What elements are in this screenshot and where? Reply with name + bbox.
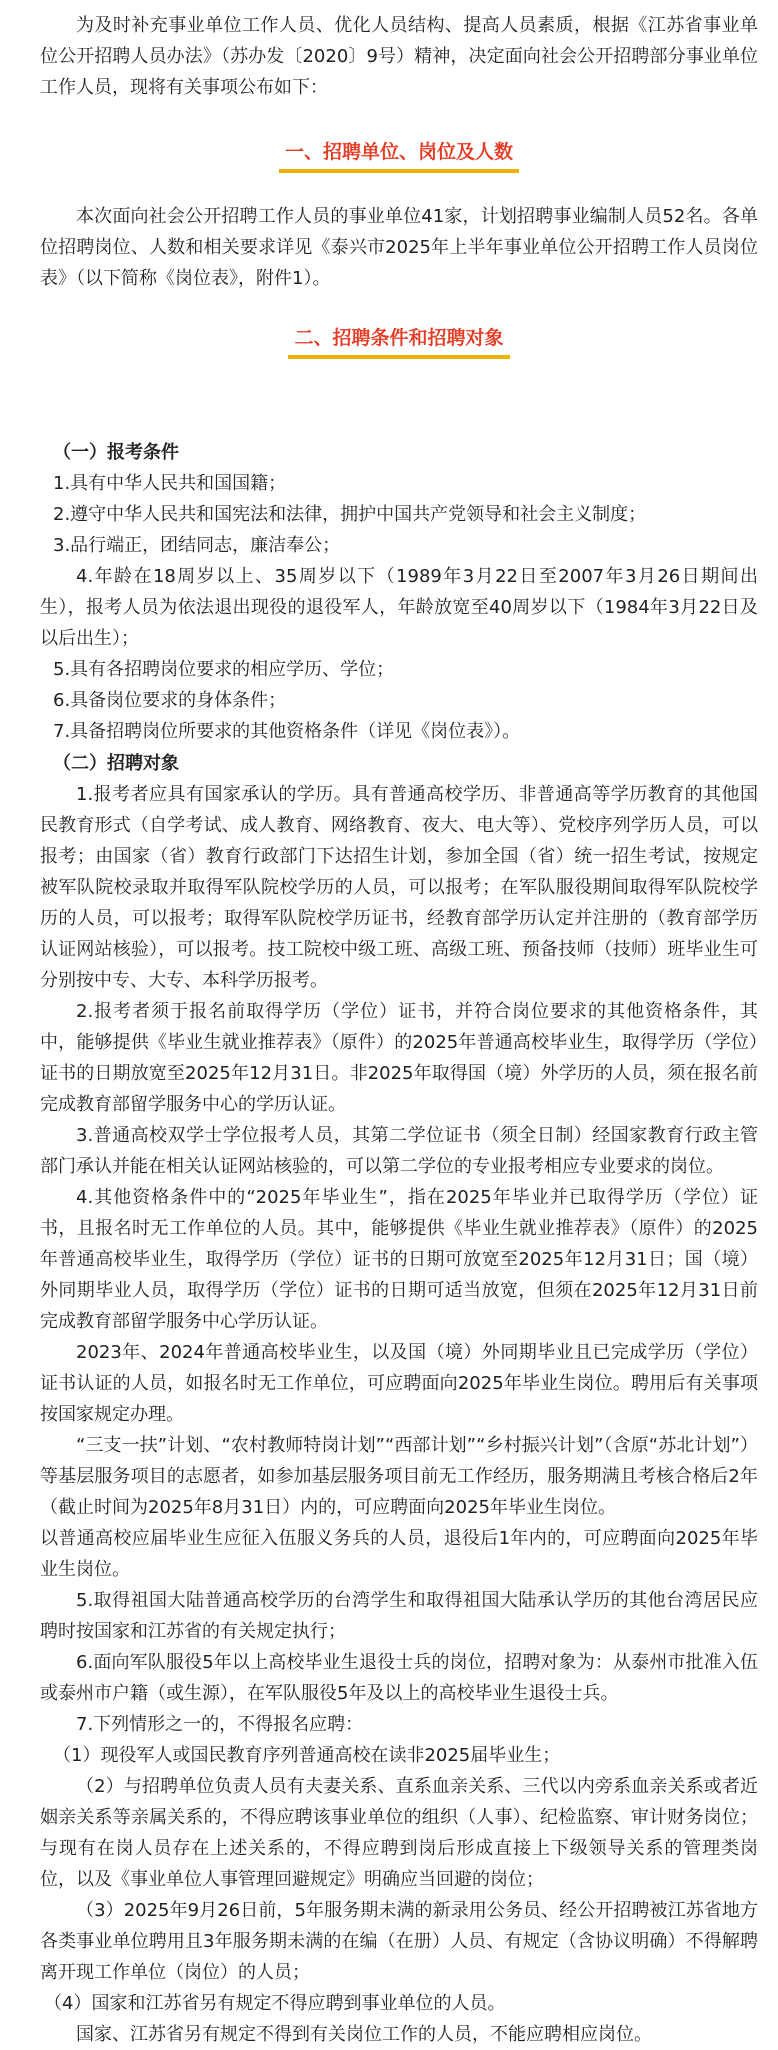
section1-body: 本次面向社会公开招聘工作人员的事业单位41家，计划招聘事业编制人员52名。各单位招聘岗位、人数和相关要求详见《泰兴市2025年上半年事业单位公开招聘工作人员岗位表》（以下简称《岗位表》，附件1）。	[40, 206, 758, 289]
exclusion-item-3: （3）2025年9月26日前，5年服务期未满的新录用公务员、经公开招聘被江苏省地方各类事业单位聘用且3年服务期未满的在编（在册）人员、有规定（含协议明确）不得解聘离开现工作单位（岗位）的人员；	[40, 1900, 758, 1983]
section1-heading: 一、招聘单位、岗位及人数	[279, 135, 519, 173]
condition-item: 4.年龄在18周岁以上、35周岁以下（1989年3月22日至2007年3月26日期间出生），报考人员为依法退出现役的退役军人，年龄放宽至40周岁以下（1984年3月22日及以后出生）；	[40, 566, 758, 649]
conditions-title: （一）报考条件	[53, 442, 179, 463]
targets-paragraph-1: 1.报考者应具有国家承认的学历。具有普通高校学历、非普通高等学历教育的其他国民教育形式（自学考试、成人教育、网络教育、夜大、电大等）、党校序列学历人员，可以报考；由国家（省）教育行政部门下达招生计划，参加全国（省）统一招生考试，按规定被军队院校录取并取得军队院校学历的人员，可以报考；在军队服役期间取得军队院校学历的人员，可以报考；取得军队院校学历证书，经教育部学历认定并注册的（教育部学历认证网站核验），可以报考。技工院校中级工班、高级工班、预备技师（技师）班毕业生可分别按中专、大专、本科学历报考。	[40, 784, 758, 991]
condition-item: 7.具备招聘岗位所要求的其他资格条件（详见《岗位表》）。	[53, 721, 521, 742]
targets-paragraph-7: 以普通高校应届毕业生应征入伍服义务兵的人员，退役后1年内的，可应聘面向2025年毕业生岗位。	[40, 1528, 758, 1580]
targets-paragraph-3: 3.普通高校双学士学位报考人员，其第二学位证书（须全日制）经国家教育行政主管部门承认并能在相关认证网站核验的，可以第二学位的专业报考相应专业要求的岗位。	[40, 1125, 758, 1177]
section2-heading: 二、招聘条件和招聘对象	[288, 321, 509, 359]
condition-item: 3.品行端正，团结同志，廉洁奉公；	[53, 535, 341, 556]
condition-item: 6.具备岗位要求的身体条件；	[53, 690, 287, 711]
section1-heading-wrap	[40, 135, 758, 173]
intro-paragraph: 为及时补充事业单位工作人员、优化人员结构、提高人员素质，根据《江苏省事业单位公开招聘人员办法》（苏办发〔2020〕9号）精神，决定面向社会公开招聘部分事业单位工作人员，现将有关事项公布如下：	[40, 15, 758, 98]
targets-paragraph-9: 6.面向军队服役5年以上高校毕业生退役士兵的岗位，招聘对象为：从泰州市批准入伍或泰州市户籍（或生源），在军队服役5年及以上的高校毕业生退役士兵。	[40, 1652, 758, 1704]
targets-paragraph-10: 7.下列情形之一的，不得报名应聘：	[76, 1714, 364, 1735]
condition-item: 5.具有各招聘岗位要求的相应学历、学位；	[53, 659, 395, 680]
targets-title: （二）招聘对象	[53, 753, 179, 774]
exclusion-item-1: （1）现役军人或国民教育序列普通高校在读非2025届毕业生；	[53, 1745, 561, 1766]
closing-paragraph: 国家、江苏省另有规定不得到有关岗位工作的人员，不能应聘相应岗位。	[76, 2024, 652, 2045]
section2-heading-wrap	[40, 321, 758, 359]
condition-item: 1.具有中华人民共和国国籍；	[53, 473, 287, 494]
targets-paragraph-6: “三支一扶”计划、“农村教师特岗计划”“西部计划”“乡村振兴计划”（含原“苏北计划”）等基层服务项目的志愿者，如参加基层服务项目前无工作经历，服务期满且考核合格后2年（截止时间为2025年8月31日）内的，可应聘面向2025年毕业生岗位。	[40, 1435, 758, 1518]
exclusion-item-4: （4）国家和江苏省另有规定不得应聘到事业单位的人员。	[44, 1993, 506, 2014]
targets-paragraph-4: 4.其他资格条件中的“2025年毕业生”，指在2025年毕业并已取得学历（学位）证书，且报名时无工作单位的人员。其中，能够提供《毕业生就业推荐表》（原件）的2025年普通高校毕业生，取得学历（学位）证书的日期可放宽至2025年12月31日；国（境）外同期毕业人员，取得学历（学位）证书的日期可适当放宽，但须在2025年12月31日前完成教育部留学服务中心学历认证。	[40, 1187, 758, 1332]
targets-paragraph-5: 2023年、2024年普通高校毕业生，以及国（境）外同期毕业且已完成学历（学位）证书认证的人员，如报名时无工作单位，可应聘面向2025年毕业生岗位。聘用后有关事项按国家规定办理。	[40, 1342, 758, 1425]
condition-item: 2.遵守中华人民共和国宪法和法律，拥护中国共产党领导和社会主义制度；	[53, 504, 647, 525]
exclusion-item-2: （2）与招聘单位负责人员有夫妻关系、直系血亲关系、三代以内旁系血亲关系或者近姻亲关系等亲属关系的，不得应聘该事业单位的组织（人事）、纪检监察、审计财务岗位；与现有在岗人员存在上述关系的，不得应聘到岗后形成直接上下级领导关系的管理类岗位，以及《事业单位人事管理回避规定》明确应当回避的岗位；	[40, 1776, 758, 1890]
targets-paragraph-2: 2.报考者须于报名前取得学历（学位）证书，并符合岗位要求的其他资格条件，其中，能够提供《毕业生就业推荐表》（原件）的2025年普通高校毕业生，取得学历（学位）证书的日期放宽至2025年12月31日。非2025年取得国（境）外学历的人员，须在报名前完成教育部留学服务中心的学历认证。	[40, 1001, 758, 1115]
targets-paragraph-8: 5.取得祖国大陆普通高校学历的台湾学生和取得祖国大陆承认学历的其他台湾居民应聘时按国家和江苏省的有关规定执行；	[40, 1590, 758, 1642]
